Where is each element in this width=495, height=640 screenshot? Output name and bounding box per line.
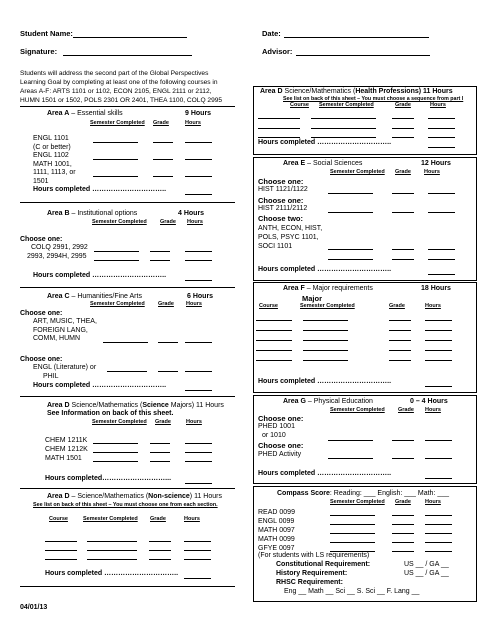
divider	[20, 287, 235, 288]
area-b-label: Area B	[47, 210, 70, 217]
area-e-choose2: Choose one:	[258, 196, 304, 205]
course-name: POLS, PSYC 1101,	[258, 234, 319, 241]
date-field[interactable]	[284, 37, 429, 38]
hours-field[interactable]	[428, 212, 455, 213]
hours-field[interactable]	[425, 340, 452, 341]
course-name: 1111, 1113, or	[33, 169, 76, 176]
date-code: 04/01/13	[20, 604, 48, 611]
col-hours: Hours	[425, 407, 441, 413]
hours-field[interactable]	[185, 371, 212, 372]
area-g-label: Area G	[283, 398, 306, 405]
area-c-choose2: Choose one:	[20, 356, 63, 363]
col-semester: Semester Completed	[330, 407, 385, 413]
col-grade: Grade	[395, 499, 411, 505]
col-grade: Grade	[150, 516, 166, 522]
grade-field[interactable]	[149, 550, 171, 551]
area-b-completed: Hours completed …………………………..	[33, 272, 167, 279]
semester-field[interactable]	[330, 515, 375, 516]
col-hours: Hours	[425, 499, 441, 505]
grade-field[interactable]	[392, 515, 414, 516]
grade-field[interactable]	[158, 371, 178, 372]
course-name: 2993, 2994H, 2995	[27, 253, 87, 260]
course-field[interactable]	[258, 128, 300, 129]
semester-field[interactable]	[94, 260, 139, 261]
area-a-hours: 9 Hours	[185, 110, 212, 117]
col-grade: Grade	[160, 219, 176, 225]
grade-field[interactable]	[149, 541, 171, 542]
area-b-title	[47, 210, 137, 217]
col-semester: Semester Completed	[330, 499, 385, 505]
semester-field[interactable]	[303, 360, 348, 361]
semester-field[interactable]	[93, 461, 138, 462]
semester-field[interactable]	[330, 524, 375, 525]
divider	[20, 586, 235, 587]
hours-field[interactable]	[185, 251, 212, 252]
date-label: Date:	[262, 29, 281, 38]
compass-label: Compass Score	[277, 490, 330, 497]
hours-completed-field[interactable]	[185, 390, 212, 391]
col-semester: Semester Completed	[330, 169, 385, 175]
constitutional-req-value[interactable]: US __ / GA __	[404, 561, 449, 568]
intro-line: Students will address the second part of the Global Perspectives	[20, 70, 209, 77]
grade-field[interactable]	[150, 452, 170, 453]
course-field[interactable]	[45, 559, 77, 560]
grade-field[interactable]	[153, 176, 173, 177]
area-d-sci-title	[47, 402, 224, 409]
grade-field[interactable]	[389, 340, 411, 341]
compass-score	[277, 490, 449, 497]
hours-completed-field[interactable]	[425, 386, 452, 387]
course-name: 1501	[33, 177, 49, 185]
semester-field[interactable]	[87, 541, 137, 542]
semester-field[interactable]	[303, 350, 348, 351]
course-name: CHEM 1212K	[45, 446, 88, 453]
grade-field[interactable]	[150, 251, 170, 252]
grade-field[interactable]	[150, 461, 170, 462]
col-grade: Grade	[389, 303, 405, 309]
area-d-health-completed: Hours completed …………………………..	[258, 139, 392, 146]
area-d-bold: Non-science	[148, 493, 190, 500]
grade-field[interactable]	[392, 551, 414, 552]
intro-line: HUMN 1501 or 1502, POLS 2301 OR 2401, THEA 1100, COLQ 2995	[20, 97, 223, 104]
semester-field[interactable]	[328, 193, 373, 194]
course-field[interactable]	[258, 118, 300, 119]
grade-field[interactable]	[153, 142, 173, 143]
course-name: HIST 2111/2112	[258, 205, 308, 212]
course-name: MATH 1001,	[33, 160, 72, 168]
area-g-title	[283, 398, 373, 405]
course-name: GFYE 0097	[258, 545, 295, 552]
col-grade: Grade	[153, 120, 169, 126]
col-semester: Semester Completed	[90, 301, 145, 307]
area-c-desc: – Humanities/Fine Arts	[69, 293, 142, 300]
col-semester: Semester Completed	[83, 516, 138, 522]
grade-field[interactable]	[392, 118, 414, 119]
col-hours: Hours	[186, 301, 202, 307]
student-name-label: Student Name:	[20, 29, 73, 38]
area-a-completed: Hours completed …………………………..	[33, 186, 167, 193]
grade-field[interactable]	[150, 443, 170, 444]
area-f-hours: 18 Hours	[421, 285, 451, 292]
col-course: Course	[290, 102, 309, 108]
col-hours: Hours	[184, 516, 200, 522]
grade-field[interactable]	[389, 350, 411, 351]
area-d-health-info: See list on back of this sheet – You must choose a sequence from part I	[283, 96, 464, 102]
area-e-desc: – Social Sciences	[305, 160, 363, 167]
grade-field[interactable]	[389, 320, 411, 321]
course-field[interactable]	[256, 340, 292, 341]
area-d-label: Area D	[260, 88, 283, 95]
area-c-choose: Choose one:	[20, 310, 63, 317]
area-e-label: Area E	[283, 160, 306, 167]
area-d-bold: Health Professions	[355, 88, 419, 95]
course-name: ART, MUSIC, THEA,	[33, 318, 97, 325]
constitutional-req: Constitutional Requirement:	[276, 561, 371, 568]
hours-field[interactable]	[425, 515, 452, 516]
semester-field[interactable]	[328, 212, 373, 213]
hours-field[interactable]	[425, 350, 452, 351]
area-d-label: Area D	[47, 402, 70, 409]
course-name: PHED 1001	[258, 423, 295, 430]
hours-completed-field[interactable]	[184, 578, 211, 579]
hours-field[interactable]	[425, 533, 452, 534]
course-name: SOCI 1101	[258, 243, 293, 250]
area-d-bold: Science	[142, 402, 169, 409]
col-semester: Semester Completed	[92, 219, 147, 225]
hours-field[interactable]	[425, 330, 452, 331]
hours-field[interactable]	[428, 137, 455, 138]
course-name: ENGL (Literature) or	[33, 364, 97, 371]
intro-text	[20, 69, 222, 105]
semester-field[interactable]	[328, 458, 373, 459]
advisor-label: Advisor:	[262, 47, 293, 56]
hours-field[interactable]	[185, 443, 212, 444]
course-field[interactable]	[256, 360, 292, 361]
area-f-desc: – Major requirements	[304, 285, 373, 292]
semester-field[interactable]	[87, 559, 137, 560]
hours-field[interactable]	[425, 524, 452, 525]
grade-field[interactable]	[389, 360, 411, 361]
hours-field[interactable]	[425, 551, 452, 552]
course-name: ENGL 1102	[33, 152, 69, 159]
grade-field[interactable]	[392, 542, 414, 543]
student-name-field[interactable]	[73, 37, 187, 38]
col-semester: Semester Completed	[92, 419, 147, 425]
area-c-title	[47, 293, 142, 300]
grade-field[interactable]	[149, 559, 171, 560]
course-name: COLQ 2991, 2992	[31, 244, 88, 251]
hours-completed-field[interactable]	[428, 274, 455, 275]
semester-field[interactable]	[311, 128, 376, 129]
course-name: CHEM 1211K	[45, 437, 88, 444]
area-a-courses	[33, 135, 76, 186]
hours-field[interactable]	[425, 320, 452, 321]
course-name: HIST 1121/1122	[258, 186, 308, 193]
area-f-completed: Hours completed …………………………..	[258, 378, 392, 385]
course-name: or 1010	[262, 432, 286, 439]
course-name: COMM, HUMN	[33, 335, 81, 342]
course-name: MATH 0097	[258, 527, 295, 534]
course-name: ANTH, ECON, HIST,	[258, 225, 323, 232]
hours-field[interactable]	[428, 259, 455, 260]
area-e-choose3: Choose two:	[258, 214, 303, 223]
col-hours: Hours	[424, 169, 440, 175]
semester-field[interactable]	[330, 542, 375, 543]
semester-field[interactable]	[311, 137, 376, 138]
course-name: ENGL 0099	[258, 518, 295, 525]
semester-field[interactable]	[93, 159, 138, 160]
area-d-non-title	[47, 493, 222, 500]
col-course: Course	[259, 303, 278, 309]
col-grade: Grade	[155, 419, 171, 425]
divider	[20, 106, 235, 107]
grade-field[interactable]	[392, 259, 414, 260]
course-field[interactable]	[256, 330, 292, 331]
area-a-desc: – Essential skills	[69, 110, 123, 117]
advisor-field[interactable]	[296, 55, 430, 56]
area-d-health-title	[260, 88, 453, 95]
grade-field[interactable]	[158, 342, 178, 343]
semester-field[interactable]	[94, 251, 139, 252]
compass-scores: : Reading: ___ English: ___ Math: ___	[329, 490, 450, 497]
history-req-value[interactable]: US __ / GA __	[404, 570, 449, 577]
area-d-sci-completed: Hours completed………………………...	[45, 475, 172, 482]
hours-field[interactable]	[185, 142, 212, 143]
area-g-hours: 0 – 4 Hours	[410, 398, 448, 405]
area-e-title	[283, 160, 362, 167]
semester-field[interactable]	[93, 443, 138, 444]
col-semester: Semester Completed	[319, 102, 374, 108]
grade-field[interactable]	[153, 159, 173, 160]
area-c-label: Area C	[47, 293, 70, 300]
area-d-desc2: Majors) 11 Hours	[168, 402, 224, 409]
area-e-courses	[258, 224, 322, 251]
area-d-desc: Science/Mathematics (	[69, 402, 143, 409]
area-f-label: Area F	[283, 285, 305, 292]
hours-field[interactable]	[425, 440, 452, 441]
hours-field[interactable]	[185, 461, 212, 462]
course-name: MATH 0099	[258, 536, 295, 543]
hours-completed-field[interactable]	[425, 478, 452, 479]
col-hours: Hours	[187, 219, 203, 225]
area-d-desc: – Science/Mathematics (	[69, 493, 149, 500]
hours-field[interactable]	[185, 260, 212, 261]
hours-field[interactable]	[184, 550, 211, 551]
hours-completed-field[interactable]	[185, 483, 212, 484]
semester-field[interactable]	[303, 330, 348, 331]
course-field[interactable]	[45, 550, 77, 551]
grade-field[interactable]	[150, 260, 170, 261]
area-c-hours: 6 Hours	[187, 293, 214, 300]
divider	[20, 488, 235, 489]
area-c-courses	[33, 318, 97, 344]
grade-field[interactable]	[392, 212, 414, 213]
col-hours: Hours	[430, 102, 446, 108]
area-d-desc2: ) 11 Hours	[189, 493, 222, 500]
semester-field[interactable]	[93, 176, 138, 177]
semester-field[interactable]	[328, 249, 373, 250]
area-e-choose1: Choose one:	[258, 177, 304, 186]
history-req: History Requirement:	[276, 570, 348, 577]
col-grade: Grade	[398, 407, 414, 413]
area-g-choose1: Choose one:	[258, 414, 304, 423]
area-a-label: Area A	[47, 110, 70, 117]
area-d-label: Area D	[47, 493, 70, 500]
course-name: ENGL 1101	[33, 135, 69, 142]
col-grade: Grade	[158, 301, 174, 307]
course-name: PHIL	[43, 373, 59, 380]
grade-field[interactable]	[392, 249, 414, 250]
area-e-hours: 12 Hours	[421, 160, 451, 167]
area-e-completed: Hours completed …………………………..	[258, 266, 392, 273]
area-d-non-info: See list on back of this sheet – You must choose one from each section.	[33, 502, 218, 508]
area-b-hours: 4 Hours	[178, 210, 205, 217]
rhsc-values[interactable]: Eng __ Math __ Sci __ S. Sci __ F. Lang __	[284, 588, 420, 595]
hours-completed-field[interactable]	[428, 147, 455, 148]
area-d-sci-info: See Information on back of this sheet.	[47, 410, 174, 417]
col-semester: Semester Completed	[300, 303, 355, 309]
col-hours: Hours	[185, 120, 201, 126]
grade-field[interactable]	[392, 440, 414, 441]
hours-field[interactable]	[428, 128, 455, 129]
course-name: MATH 1501	[45, 455, 82, 462]
hours-field[interactable]	[185, 176, 212, 177]
grade-field[interactable]	[392, 193, 414, 194]
col-hours: Hours	[186, 419, 202, 425]
grade-field[interactable]	[392, 533, 414, 534]
area-f-major: Major	[302, 294, 323, 303]
semester-field[interactable]	[330, 533, 375, 534]
grade-field[interactable]	[392, 137, 414, 138]
signature-field[interactable]	[63, 55, 192, 56]
semester-field[interactable]	[103, 342, 148, 343]
grade-field[interactable]	[392, 128, 414, 129]
course-field[interactable]	[258, 137, 300, 138]
course-name: READ 0099	[258, 509, 295, 516]
grade-field[interactable]	[392, 458, 414, 459]
semester-field[interactable]	[87, 550, 137, 551]
col-grade: Grade	[395, 102, 411, 108]
course-field[interactable]	[256, 350, 292, 351]
hours-field[interactable]	[428, 193, 455, 194]
course-field[interactable]	[45, 541, 77, 542]
semester-field[interactable]	[303, 340, 348, 341]
area-d-non-completed: Hours completed …………………………..	[45, 570, 179, 577]
hours-field[interactable]	[425, 360, 452, 361]
intro-line: Areas A-F: ARTS 1101 or 1102, ECON 2105, ENGL 2111 or 2112,	[20, 88, 212, 95]
rhsc-req: RHSC Requirement:	[276, 579, 343, 586]
col-semester: Semester Completed	[90, 120, 145, 126]
area-b-desc: – Institutional options	[69, 210, 138, 217]
area-g-choose2: Choose one:	[258, 441, 304, 450]
area-a-title	[47, 110, 123, 117]
semester-field[interactable]	[93, 142, 138, 143]
area-f-box	[253, 282, 477, 393]
area-d-desc: Science/Mathematics (	[282, 88, 356, 95]
area-g-desc: – Physical Education	[305, 398, 373, 405]
hours-completed-field[interactable]	[185, 280, 212, 281]
hours-field[interactable]	[185, 159, 212, 160]
area-b-choose: Choose one:	[20, 236, 63, 243]
hours-field[interactable]	[428, 249, 455, 250]
col-grade: Grade	[395, 169, 411, 175]
signature-label: Signature:	[20, 47, 58, 56]
course-name: (C or better)	[33, 143, 71, 151]
hours-field[interactable]	[185, 342, 212, 343]
course-field[interactable]	[256, 320, 292, 321]
semester-field[interactable]	[303, 320, 348, 321]
area-g-completed: Hours completed …………………………..	[258, 470, 392, 477]
course-name: FOREIGN LANG,	[33, 326, 88, 334]
area-c-completed: Hours completed …………………………..	[33, 382, 167, 389]
area-d-desc2: ) 11 Hours	[418, 88, 453, 95]
semester-field[interactable]	[107, 371, 147, 372]
semester-field[interactable]	[93, 452, 138, 453]
hours-field[interactable]	[428, 118, 455, 119]
hours-field[interactable]	[184, 559, 211, 560]
intro-line: Learning Goal by completing at least one of the following courses in	[20, 79, 218, 86]
semester-field[interactable]	[311, 118, 376, 119]
compass-courses	[258, 508, 295, 553]
area-d-sci-courses	[45, 436, 88, 463]
compass-ls-note: (For students with LS requirements)	[258, 552, 370, 559]
semester-field[interactable]	[328, 440, 373, 441]
col-hours: Hours	[425, 303, 441, 309]
divider	[20, 396, 235, 397]
area-f-title	[283, 285, 373, 292]
hours-field[interactable]	[184, 541, 211, 542]
grade-field[interactable]	[392, 524, 414, 525]
grade-field[interactable]	[389, 330, 411, 331]
hours-field[interactable]	[185, 452, 212, 453]
divider	[20, 202, 235, 203]
course-name: PHED Activity	[258, 451, 302, 458]
semester-field[interactable]	[328, 259, 373, 260]
hours-field[interactable]	[425, 542, 452, 543]
hours-completed-field[interactable]	[185, 194, 212, 195]
col-course: Course	[49, 516, 68, 522]
hours-field[interactable]	[425, 458, 452, 459]
